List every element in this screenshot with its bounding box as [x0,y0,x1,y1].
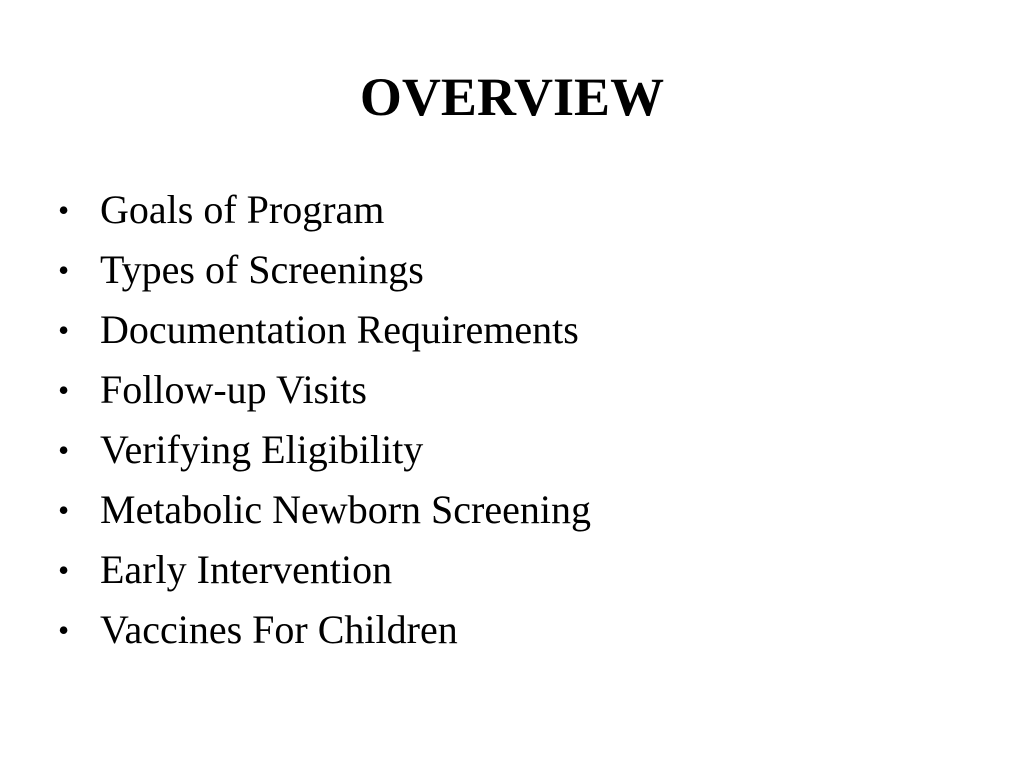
bullet-icon: • [58,492,70,528]
bullet-icon: • [58,372,70,408]
bullet-text: Follow-up Visits [100,367,367,412]
bullet-text: Documentation Requirements [100,307,579,352]
bullet-icon: • [58,252,70,288]
bullet-icon: • [58,612,70,648]
bullet-text: Early Intervention [100,547,393,592]
bullet-text: Types of Screenings [100,247,424,292]
bullet-icon: • [58,432,70,468]
bullet-text: Vaccines For Children [100,607,458,652]
bullet-text: Goals of Program [100,187,385,232]
bullet-icon: • [58,312,70,348]
bullet-text: Verifying Eligibility [100,427,424,472]
bullet-icon: • [58,192,70,228]
bullet-icon: • [58,552,70,588]
slide-title: OVERVIEW [359,67,665,127]
bullet-text: Metabolic Newborn Screening [100,487,591,532]
